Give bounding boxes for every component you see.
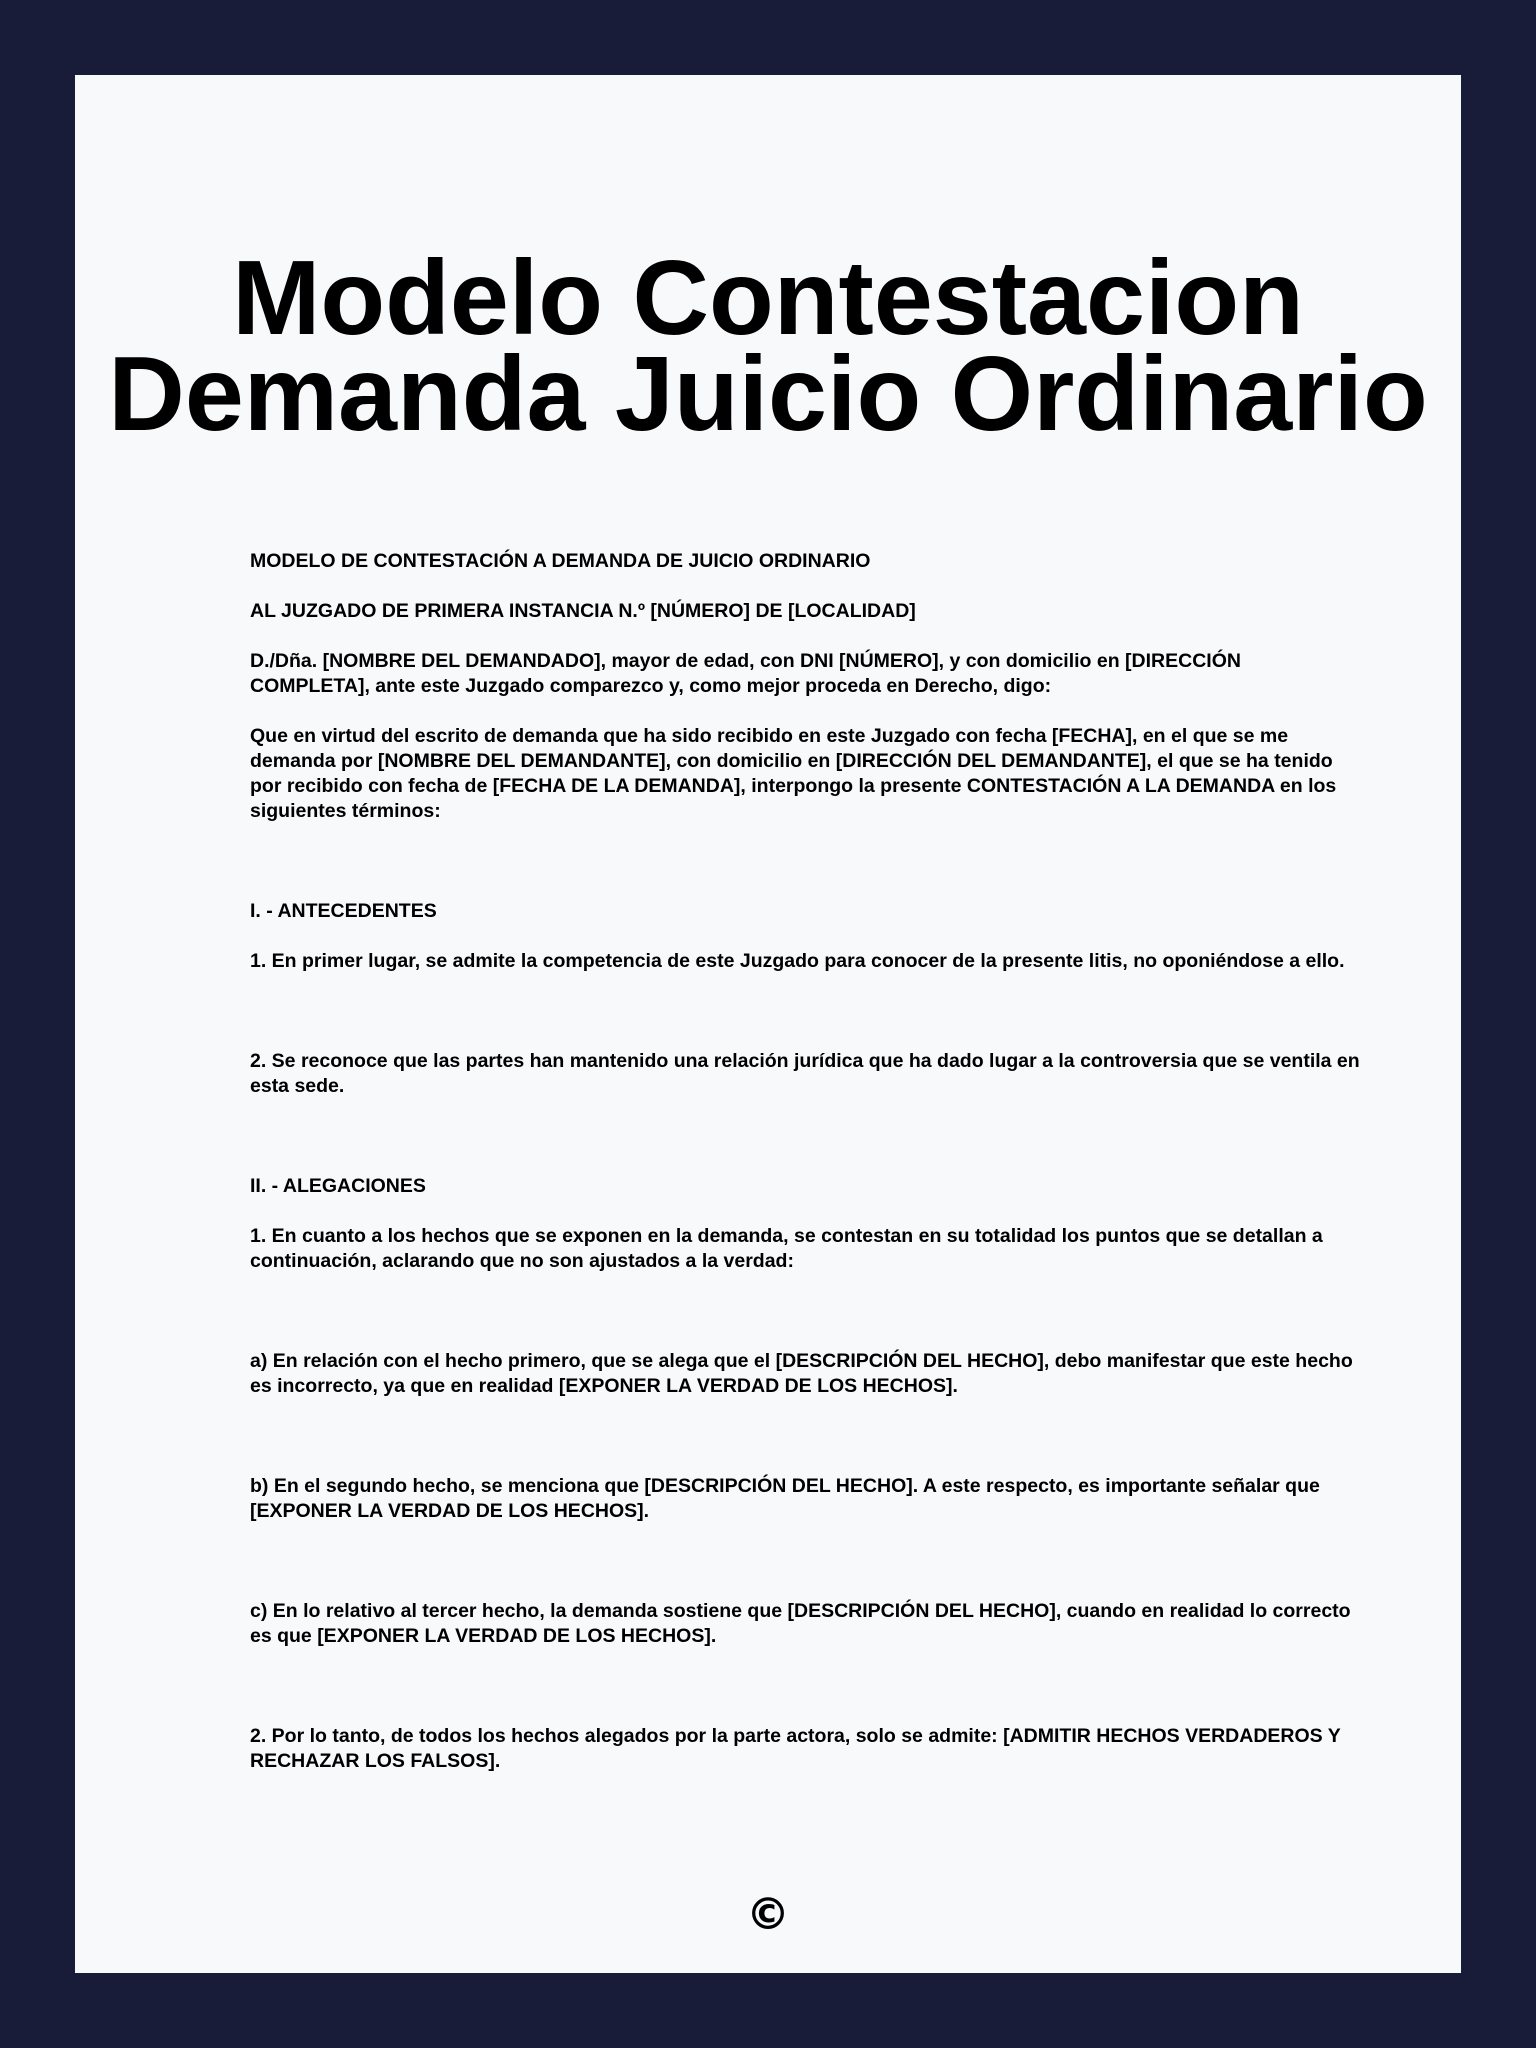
- document-title-line-2: Demanda Juicio Ordinario: [108, 335, 1428, 453]
- answer-preamble: Que en virtud del escrito de demanda que ha sido recibido en este Juzgado con fecha [FECHA], en el que se me demanda por [NOMBRE DEL DEMANDANTE], con domicilio en [DIRECCIÓN DEL DEMANDANTE], el que se ha tenido por recibido con fecha de [FECHA DE LA DEMANDA], interpongo la presente CONTESTACIÓN A LA DEMANDA en los siguientes términos:: [250, 725, 1337, 822]
- antecedentes-item-1: 1. En primer lugar, se admite la competencia de este Juzgado para conocer de la presente litis, no oponiéndose a ello.: [250, 950, 1345, 972]
- alegaciones-item-1: 1. En cuanto a los hechos que se exponen en la demanda, se contestan en su totalidad los puntos que se detallan a continuación, aclarando que no son ajustados a la verdad:: [250, 1225, 1323, 1272]
- section-heading-antecedentes: I. - ANTECEDENTES: [250, 900, 437, 922]
- alegaciones-subitem-b: b) En el segundo hecho, se menciona que [DESCRIPCIÓN DEL HECHO]. A este respecto, es importante señalar que [EXPONER LA VERDAD DE LOS HECHOS].: [250, 1475, 1320, 1522]
- alegaciones-subitem-a: a) En relación con el hecho primero, que se alega que el [DESCRIPCIÓN DEL HECHO], debo manifestar que este hecho es incorrecto, ya que en realidad [EXPONER LA VERDAD DE LOS HECHOS].: [250, 1350, 1353, 1397]
- document-title-line-1: Modelo Contestacion: [232, 239, 1304, 357]
- court-address: AL JUZGADO DE PRIMERA INSTANCIA N.º [NÚMERO] DE [LOCALIDAD]: [250, 600, 916, 622]
- document-page: [75, 75, 1461, 1973]
- defendant-introduction: D./Dña. [NOMBRE DEL DEMANDADO], mayor de edad, con DNI [NÚMERO], y con domicilio en [DIRECCIÓN COMPLETA], ante este Juzgado comparezco y, como mejor proceda en Derecho, digo:: [250, 650, 1241, 697]
- document-body: [250, 549, 1360, 1799]
- section-heading-alegaciones: II. - ALEGACIONES: [250, 1175, 426, 1197]
- document-title: [75, 239, 1461, 453]
- alegaciones-subitem-c: c) En lo relativo al tercer hecho, la demanda sostiene que [DESCRIPCIÓN DEL HECHO], cuando en realidad lo correcto es que [EXPONER LA VERDAD DE LOS HECHOS].: [250, 1600, 1351, 1647]
- copyright-icon: ©: [746, 1889, 790, 1940]
- antecedentes-item-2: 2. Se reconoce que las partes han mantenido una relación jurídica que ha dado lugar a la controversia que se ventila en esta sede.: [250, 1050, 1360, 1097]
- alegaciones-item-2: 2. Por lo tanto, de todos los hechos alegados por la parte actora, solo se admite: [ADMITIR HECHOS VERDADEROS Y RECHAZAR LOS FALSOS].: [250, 1725, 1341, 1772]
- document-heading: MODELO DE CONTESTACIÓN A DEMANDA DE JUICIO ORDINARIO: [250, 550, 871, 572]
